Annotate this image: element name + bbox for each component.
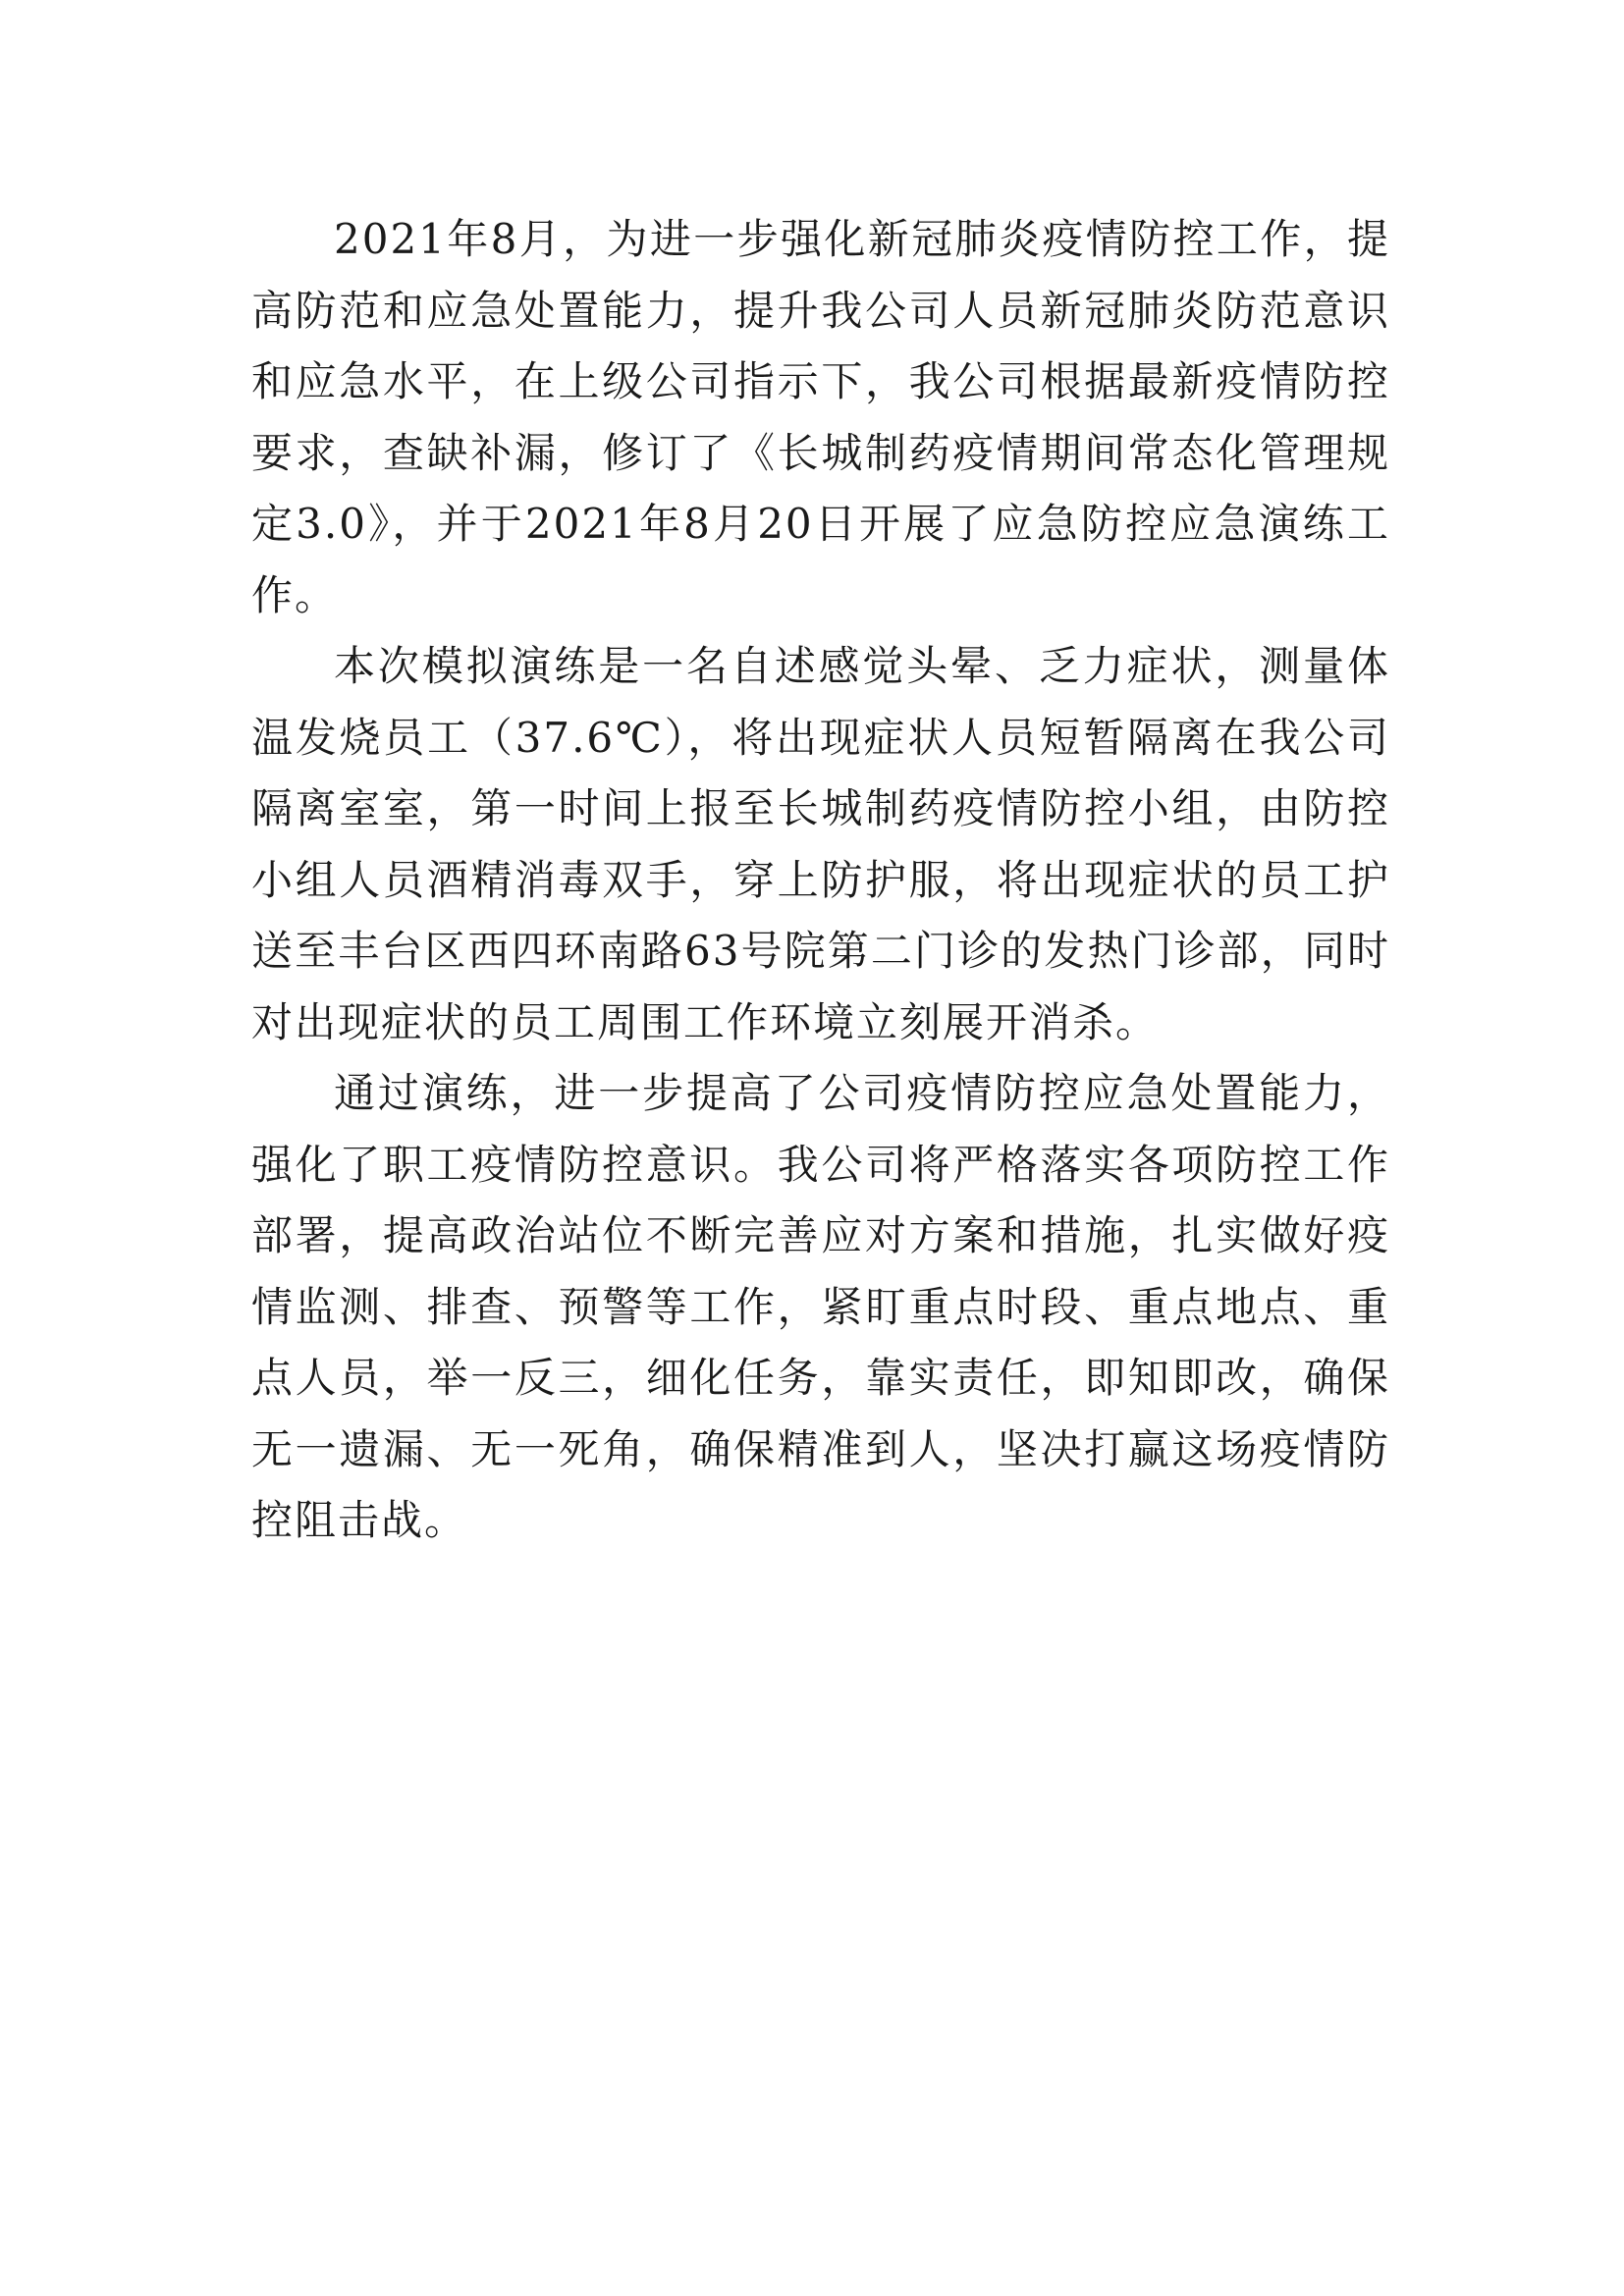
paragraph-drill-background: 2021年8月，为进一步强化新冠肺炎疫情防控工作，提高防范和应急处置能力，提升我公司人员新冠肺炎防范意识和应急水平，在上级公司指示下，我公司根据最新疫情防控要求，查缺补漏，修订了《长城制药疫情期间常态化管理规定3.0》，并于2021年8月20日开展了应急防控应急演练工作。 (251, 215, 1390, 619)
paragraph-drill-conclusion: 通过演练，进一步提高了公司疫情防控应急处置能力，强化了职工疫情防控意识。我公司将严格落实各项防控工作部署，提高政治站位不断完善应对方案和措施，扎实做好疫情监测、排查、预警等工作，紧盯重点时段、重点地点、重点人员，举一反三，细化任务，靠实责任，即知即改，确保无一遗漏、无一死角，确保精准到人，坚决打赢这场疫情防控阻击战。 (251, 1069, 1390, 1544)
document-body (251, 204, 1390, 1557)
paragraph-drill-scenario: 本次模拟演练是一名自述感觉头晕、乏力症状，测量体温发烧员工（37.6℃），将出现症状人员短暂隔离在我公司隔离室室，第一时间上报至长城制药疫情防控小组，由防控小组人员酒精消毒双手，穿上防护服，将出现症状的员工护送至丰台区西四环南路63号院第二门诊的发热门诊部，同时对出现症状的员工周围工作环境立刻展开消杀。 (251, 642, 1390, 1046)
